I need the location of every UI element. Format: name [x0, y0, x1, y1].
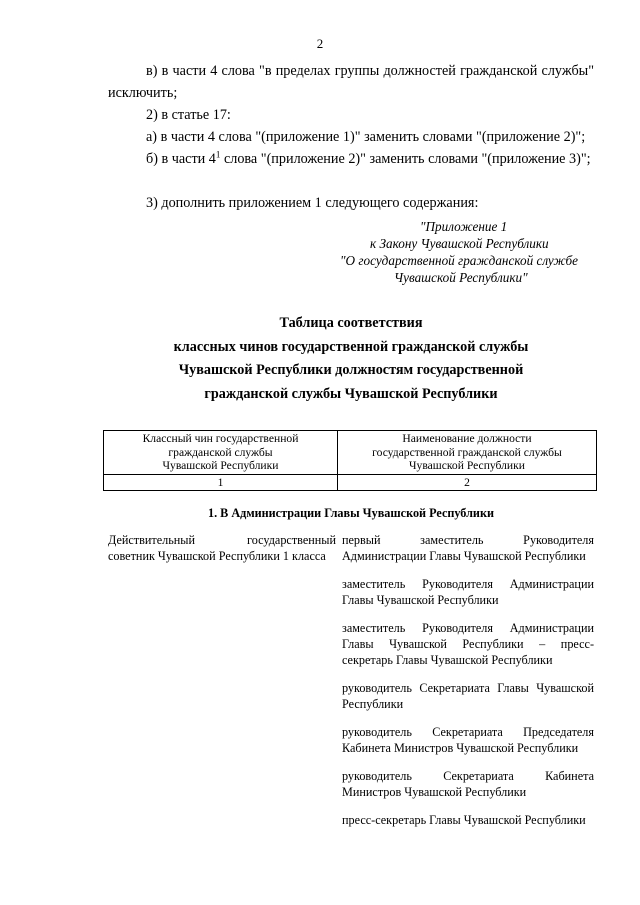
- appendix-note-line: "Приложение 1: [420, 219, 508, 234]
- header-line: государственной гражданской службы: [372, 445, 562, 459]
- table-title-line: классных чинов государственной гражданской службы: [173, 338, 529, 355]
- paragraph-amendment-b-end: слова "(приложение 2)" заменить словами "(приложение 3)";: [220, 151, 591, 167]
- correspondence-table: [103, 430, 597, 491]
- table-number-row: [104, 474, 597, 491]
- column-number: 1: [104, 474, 338, 491]
- table-header-row: [104, 431, 597, 475]
- header-line: гражданской службы: [168, 445, 273, 459]
- position-item: заместитель Руководителя Администрации Главы Чувашской Республики: [342, 577, 594, 607]
- header-line: Классный чин государственной: [142, 432, 299, 445]
- superscript-one: 1: [215, 149, 221, 160]
- section-title: 1. В Администрации Главы Чувашской Республики: [207, 506, 495, 520]
- paragraph-add-appendix: 3) дополнить приложением 1 следующего содержания:: [146, 195, 479, 211]
- table-title-line: гражданской службы Чувашской Республики: [204, 385, 498, 402]
- appendix-note-line: к Закону Чувашской Республики: [370, 236, 549, 251]
- position-item: руководитель Секретариата Кабинета Министров Чувашской Республики: [342, 769, 594, 799]
- header-line: Наименование должности: [402, 432, 532, 445]
- page-number: 2: [316, 36, 324, 51]
- position-item: пресс-секретарь Главы Чувашской Республики: [342, 813, 586, 827]
- paragraph-amendment-b-start: б) в части 4: [146, 151, 216, 167]
- column-header-position: [338, 431, 597, 475]
- paragraph-amendment-a: а) в части 4 слова "(приложение 1)" заменить словами "(приложение 2)";: [146, 129, 586, 145]
- appendix-note-line: Чувашской Республики": [394, 270, 528, 285]
- position-item: первый заместитель Руководителя Администрации Главы Чувашской Республики: [342, 533, 594, 563]
- paragraph-amendment-b: [108, 148, 594, 170]
- paragraph-article-17: 2) в статье 17:: [146, 107, 231, 123]
- header-line: Чувашской Республики: [409, 459, 525, 472]
- header-line: Чувашской Республики: [162, 459, 279, 472]
- position-item: руководитель Секретариата Председателя Кабинета Министров Чувашской Республики: [342, 725, 594, 755]
- class-rank: Действительный государственный советник Чувашской Республики 1 класса: [108, 533, 336, 563]
- appendix-note: [330, 218, 600, 286]
- table-title-line: Таблица соответствия: [279, 315, 423, 331]
- table-title: [108, 312, 594, 406]
- column-number: 2: [338, 474, 597, 491]
- table-title-line: Чувашской Республики должностям государственной: [178, 362, 524, 378]
- column-header-rank: [104, 431, 338, 475]
- position-item: заместитель Руководителя Администрации Главы Чувашской Республики – пресс-секретарь Главы Чувашской Республики: [342, 621, 594, 667]
- appendix-note-line: "О государственной гражданской службе: [340, 253, 578, 268]
- paragraph-amendment-v: в) в части 4 слова "в пределах группы должностей гражданской службы" исключить;: [108, 63, 594, 101]
- position-item: руководитель Секретариата Главы Чувашской Республики: [342, 681, 594, 711]
- positions-list: [342, 532, 594, 840]
